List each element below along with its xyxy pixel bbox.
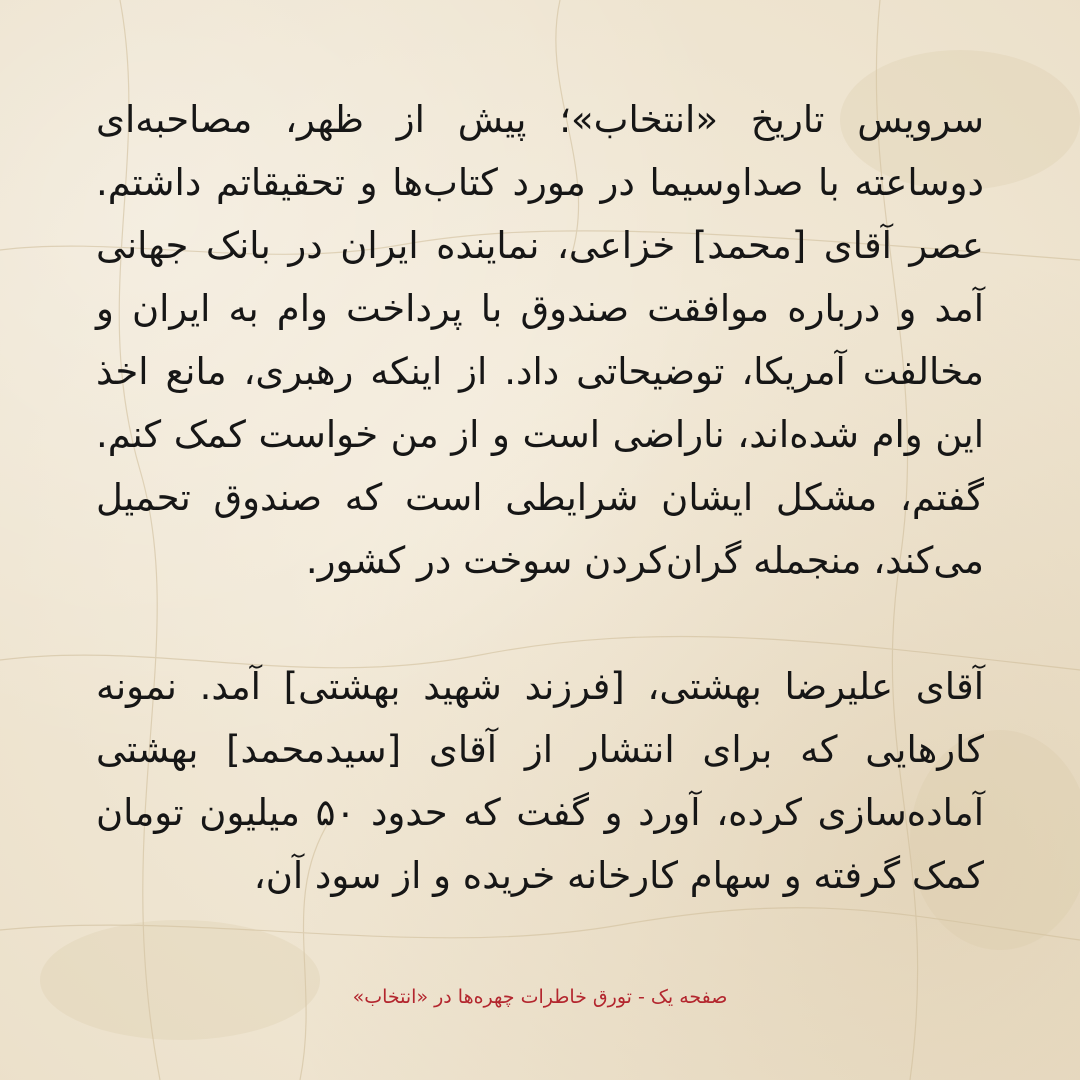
article-body <box>96 88 984 907</box>
paragraph-2: آقای علیرضا بهشتی، [فرزند شهید بهشتی] آمد. نمونه کارهایی که برای انتشار از آقای [سیدمحمد] بهشتی آماده‌سازی کرده، آورد و گفت که حدود ۵۰ میلیون تومان کمک گرفته و سهام کارخانه خریده و از سود آن، <box>96 665 984 897</box>
page-footer-caption: صفحه یک - تورق خاطرات چهره‌ها در «انتخاب» <box>352 986 728 1008</box>
paragraph-gap <box>96 592 984 655</box>
paragraph-1: سرویس تاریخ «انتخاب»؛ پیش از ظهر، مصاحبه‌ای دوساعته با صداوسیما در مورد کتاب‌ها و تحقیقاتم داشتم. عصر آقای [محمد] خزاعی، نماینده ایران در بانک جهانی آمد و درباره موافقت صندوق با پرداخت وام به ایران و مخالفت آمریکا، توضیحاتی داد. از اینکه رهبری، مانع اخذ این وام شده‌اند، ناراضی است و از من خواست کمک کنم. گفتم، مشکل ایشان شرایطی است که صندوق تحمیل می‌کند، منجمله گران‌کردن سوخت در کشور. <box>96 98 984 582</box>
